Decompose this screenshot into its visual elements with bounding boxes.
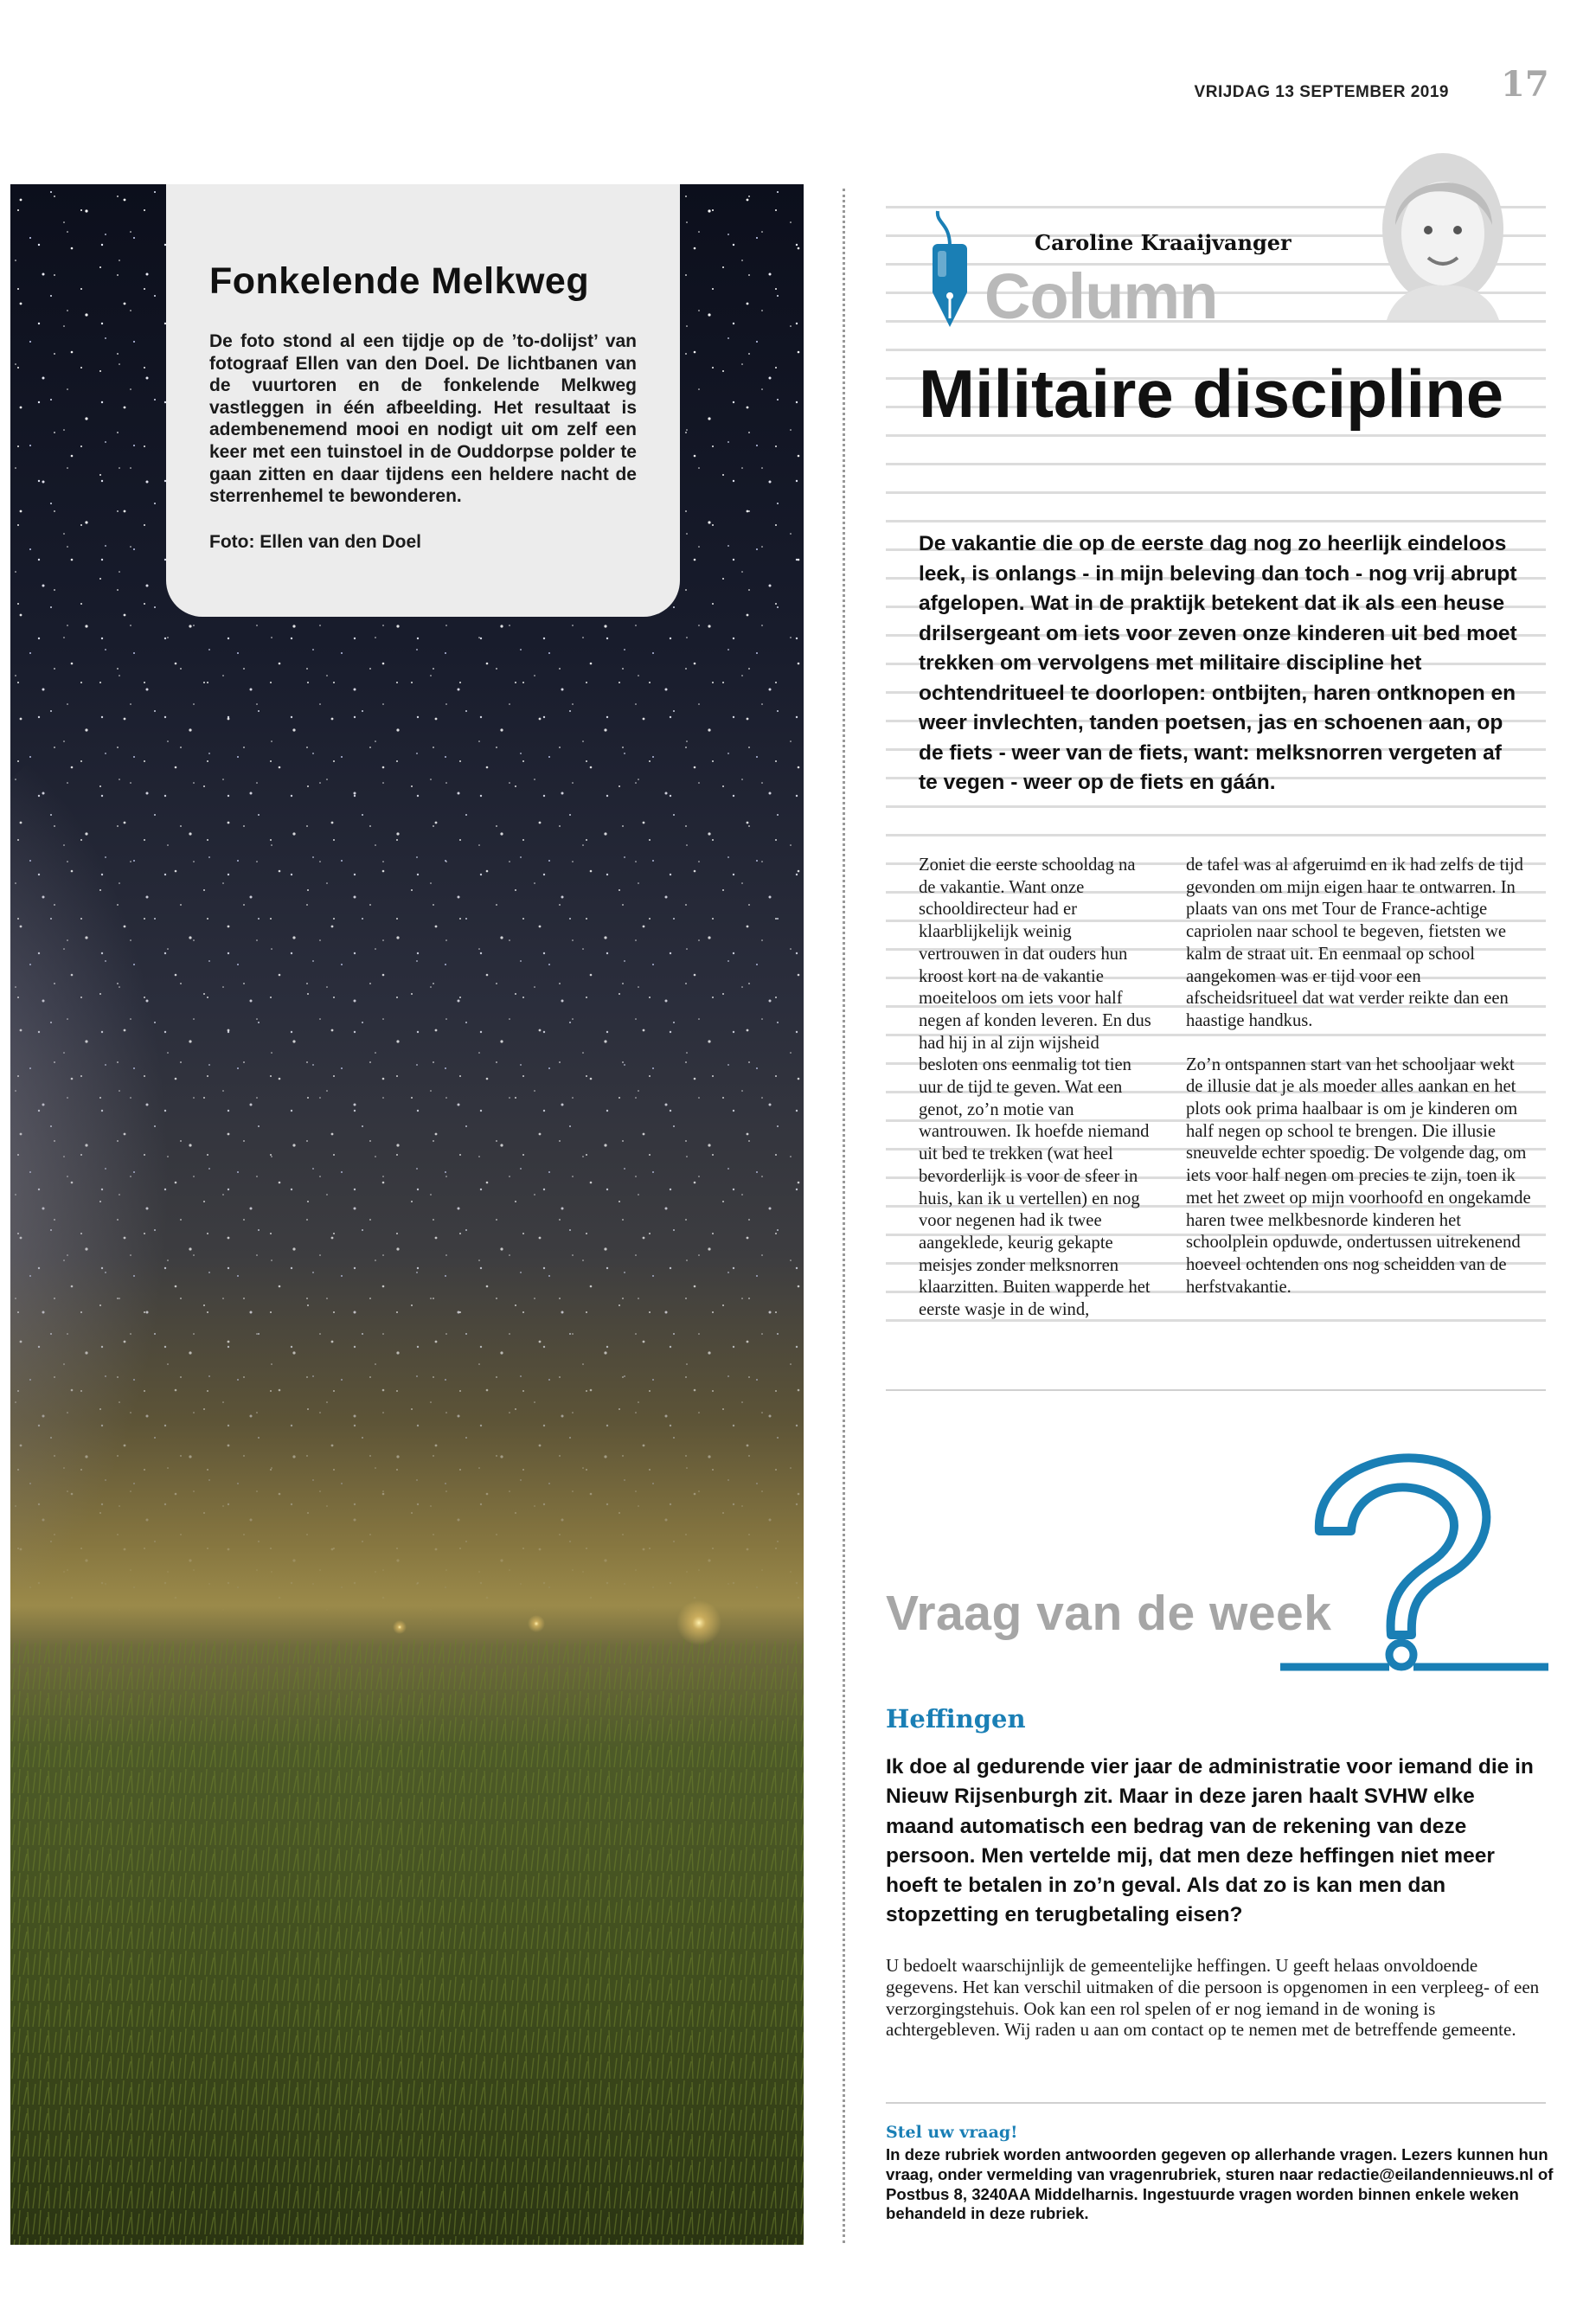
column-body-first: Zoniet die eerste schooldag na de vakantie. Want onze schooldirecteur had er klaarblijkelijk weinig vertrouwen in dat ouders hun kroost kort na de vakantie moeiteloos om iets voor half negen af konden leveren. En dus had hij in al zijn wijsheid besloten ons eenmalig tot tien uur de tijd te geven. Wat een genot, zo’n motie van wantrouwen. Ik hoefde niemand uit bed te trekken (wat heel bevorderlijk is voor de sfeer in huis, kan ik u vertellen) en nog voor negenen had ik twee aangeklede, keurig gekapte meisjes zonder melksnorren klaarzitten. Buiten wapperde het eerste wasje in de wind, [919,856,1151,1320]
page-number: 17 [1501,64,1549,105]
photo-credit: Foto: Ellen van den Doel [209,531,422,552]
photo-caption-box [166,184,680,617]
section-divider [886,2102,1546,2104]
submit-question-heading: Stel uw vraag! [886,2123,1018,2142]
column-label: Column [984,260,1218,332]
question-text: Ik doe al gedurende vier jaar de administratie voor iemand die in Nieuw Rijsenburgh zit. Maar in deze jaren haalt SVHW elke maand automatisch een bedrag van de rekening van deze persoon. Men vertelde mij, dat men deze heffingen niet meer hoeft te betalen in zo’n geval. Als dat zo is kan men dan stopzetting en terugbetaling eisen? [886,1755,1534,1927]
section-divider [886,1389,1546,1391]
column-paragraph: de tafel was al afgeruimd en ik had zelfs de tijd gevonden om mijn eigen haar te ontwarren. In plaats van ons met Tour de France-achtige capriolen naar school te begeven, fietsten we kalm de straat uit. En eenmaal op school aangekomen was er tijd voor een afscheidsritueel dat wat verder reikte dan een haastige handkus. [1186,856,1523,1030]
column-paragraph: Zo’n ontspannen start van het schooljaar wekt de illusie dat je als moeder alles aankan en het plots ook prima haalbaar is om je kinderen om half negen op school te brengen. Die illusie sneuvelde echter spoedig. De volgende dag, om iets voor half negen om precies te zijn, toen ik met het zweet op mijn voorhoofd en ongekamde haren twee melkbesnorde kinderen het schoolplein opduwde, ondertussen uitrekenend hoeveel ochtenden ons nog scheidden van de herfstvakantie. [1186,1054,1531,1297]
question-heading: Heffingen [886,1704,1026,1734]
column-title: Militaire discipline [919,356,1504,432]
caption-body: De foto stond al een tijdje op de ’to-dolijst’ van fotograaf Ellen van den Doel. De lichtbanen van de vuurtoren en de fonkelende Melkweg vastleggen in één afbeelding. Het resultaat is adembenemend mooi en nodigt uit om zelf een keer met een tuinstoel in de Ouddorpse polder te gaan zitten en daar tijdens een heldere nacht de sterrenhemel te bewonderen. [209,331,637,507]
column-author: Caroline Kraaijvanger [1035,230,1292,255]
author-portrait [1361,147,1521,329]
answer-text: U bedoelt waarschijnlijk de gemeentelijke heffingen. U geeft helaas onvoldoende gegevens. Het kan verschil uitmaken of die persoon is opgenomen in een verpleeg- of een verzorgingstehuis. Ook kan een rol spelen of er nog iemand in de woning is achtergebleven. Wij raden u aan om contact op te nemen met de betreffende gemeente. [886,1955,1540,2041]
submit-question-info: In deze rubriek worden antwoorden gegeven op allerhande vragen. Lezers kunnen hun vraag, onder vermelding van vragenrubriek, sturen naar redactie@eilandennieuws.nl of Postbus 8, 3240AA Middelharnis. Ingestuurde vragen worden binnen enkele weken behandeld in deze rubriek. [886,2145,1554,2223]
section-title: Vraag van de week [886,1586,1332,1641]
fountain-pen-mouse-icon [919,206,981,336]
caption-title: Fonkelende Melkweg [209,260,590,302]
column-body-second [1186,855,1532,1320]
column-intro: De vakantie die op de eerste dag nog zo heerlijk eindeloos leek, is onlangs - in mijn beleving dan toch - nog vrij abrupt afgelopen. Wat in de praktijk betekent dat ik als een heuse drilsergeant om iets voor zeven onze kinderen uit bed moet trekken om vervolgens met militaire discipline het ochtendritueel te doorlopen: ontbijten, haren ontknopen en weer invlechten, tanden poetsen, jas en schoenen aan, op de fiets - weer van de fiets, want: melksnorren vergeten af te vegen - weer op de fiets en gáán. [919,532,1517,794]
issue-date: VRIJDAG 13 SEPTEMBER 2019 [1194,83,1449,101]
dotted-divider [843,189,845,2243]
